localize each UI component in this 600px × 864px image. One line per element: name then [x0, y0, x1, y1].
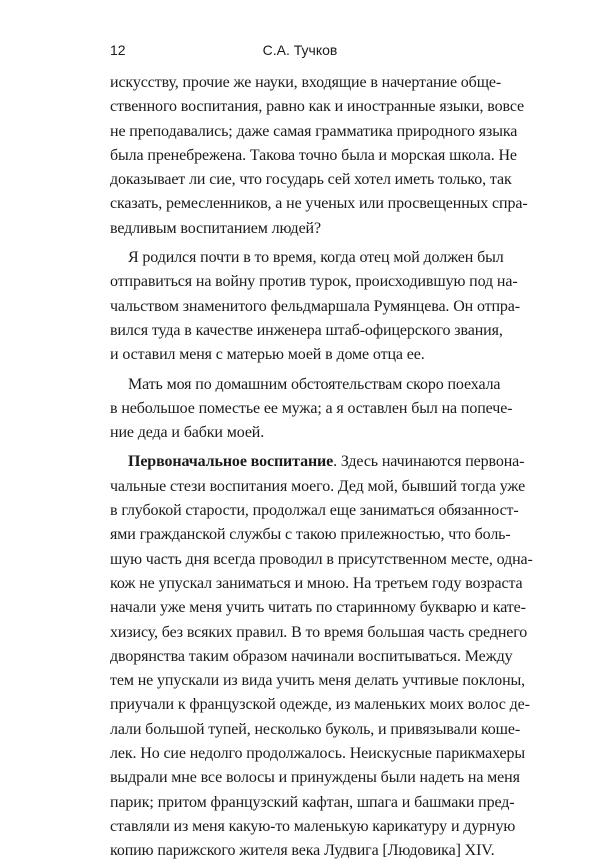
text-line: ставляли из меня какую-то маленькую карикатуру и дурную: [110, 817, 516, 835]
text-line: Мать моя по домашним обстоятельствам скоро поехала: [128, 375, 501, 393]
text-line: приучали к французской одежде, из маленьких моих волос де-: [110, 696, 530, 714]
text-line: искусству, прочие же науки, входящие в начертание обще-: [110, 74, 502, 91]
text-line: доказывает ли сие, что государь сей хотел иметь только, так: [110, 171, 512, 189]
text-line: отправиться на войну против турок, происходившую под на-: [110, 273, 518, 291]
running-head-author: С.А. Тучков: [262, 42, 338, 58]
text-line: тем не упускали из вида учить меня делать учтивые поклоны,: [110, 672, 526, 690]
text-line: вился туда в качестве инженера штаб-офицерского звания,: [110, 321, 503, 339]
text-line: лек. Но сие недолго продолжалось. Неискусные парикмахеры: [110, 745, 526, 763]
paragraph-birth: [110, 246, 521, 367]
section-heading: Первоначальное воспитание: [128, 453, 334, 471]
text-line: сказать, ремесленников, а не ученых или просвещенных спра-: [110, 195, 528, 213]
text-line: хизису, без всяких правил. В то время большая часть среднего: [110, 623, 528, 641]
paragraph-continuation: [110, 71, 528, 241]
paragraph-education: [110, 450, 533, 863]
text-line-rest: . Здесь начинаются первона-: [333, 453, 525, 471]
text-line: и оставил меня с матерью моей в доме отца ее.: [110, 346, 425, 364]
page-number: 12: [110, 42, 126, 58]
text-line: кож не упускал заниматься и мною. На третьем году возраста: [110, 574, 523, 592]
text-line: не преподавались; даже самая грамматика природного языка: [110, 122, 518, 140]
body-text: [110, 71, 533, 864]
text-line: Я родился почти в то время, когда отец мой должен был: [128, 249, 504, 267]
text-line: ями гражданской службы с такою прилежностью, что боль-: [110, 526, 511, 544]
text-line: копию парижского жителя века Лудвига [Людовика] XIV.: [110, 842, 495, 860]
text-line: ведливым воспитанием людей?: [110, 219, 321, 237]
text-line: чальные стези воспитания моего. Дед мой, бывший тогда уже: [110, 477, 526, 495]
text-line: в глубокой старости, продолжал еще заниматься обязанност-: [110, 502, 519, 520]
text-line: шую часть дня всегда проводил в присутственном месте, одна-: [110, 550, 533, 568]
text-line: [110, 450, 525, 474]
text-line: ственного воспитания, равно как и иностранные языки, вовсе: [110, 98, 524, 116]
text-line: дворянства таким образом начинали воспитываться. Между: [110, 647, 513, 665]
running-head: [110, 42, 490, 60]
text-line: в небольшое поместье ее мужа; а я оставлен был на попече-: [110, 399, 513, 417]
text-line: чальством знаменитого фельдмаршала Румянцева. Он отпра-: [110, 297, 521, 315]
text-line: ние деда и бабки моей.: [110, 424, 265, 442]
text-line: парик; притом французский кафтан, шпага и башмаки пред-: [110, 793, 515, 811]
text-line: выдрали мне все волосы и принуждены были надеть на меня: [110, 769, 520, 787]
text-line: начали уже меня учить читать по старинному букварю и кате-: [110, 599, 526, 617]
text-line: лали большой тупей, несколько буколь, и привязывали коше-: [110, 720, 521, 738]
text-line: была пренебрежена. Такова точно была и морская школа. Не: [110, 146, 517, 164]
paragraph-mother: [110, 373, 513, 446]
